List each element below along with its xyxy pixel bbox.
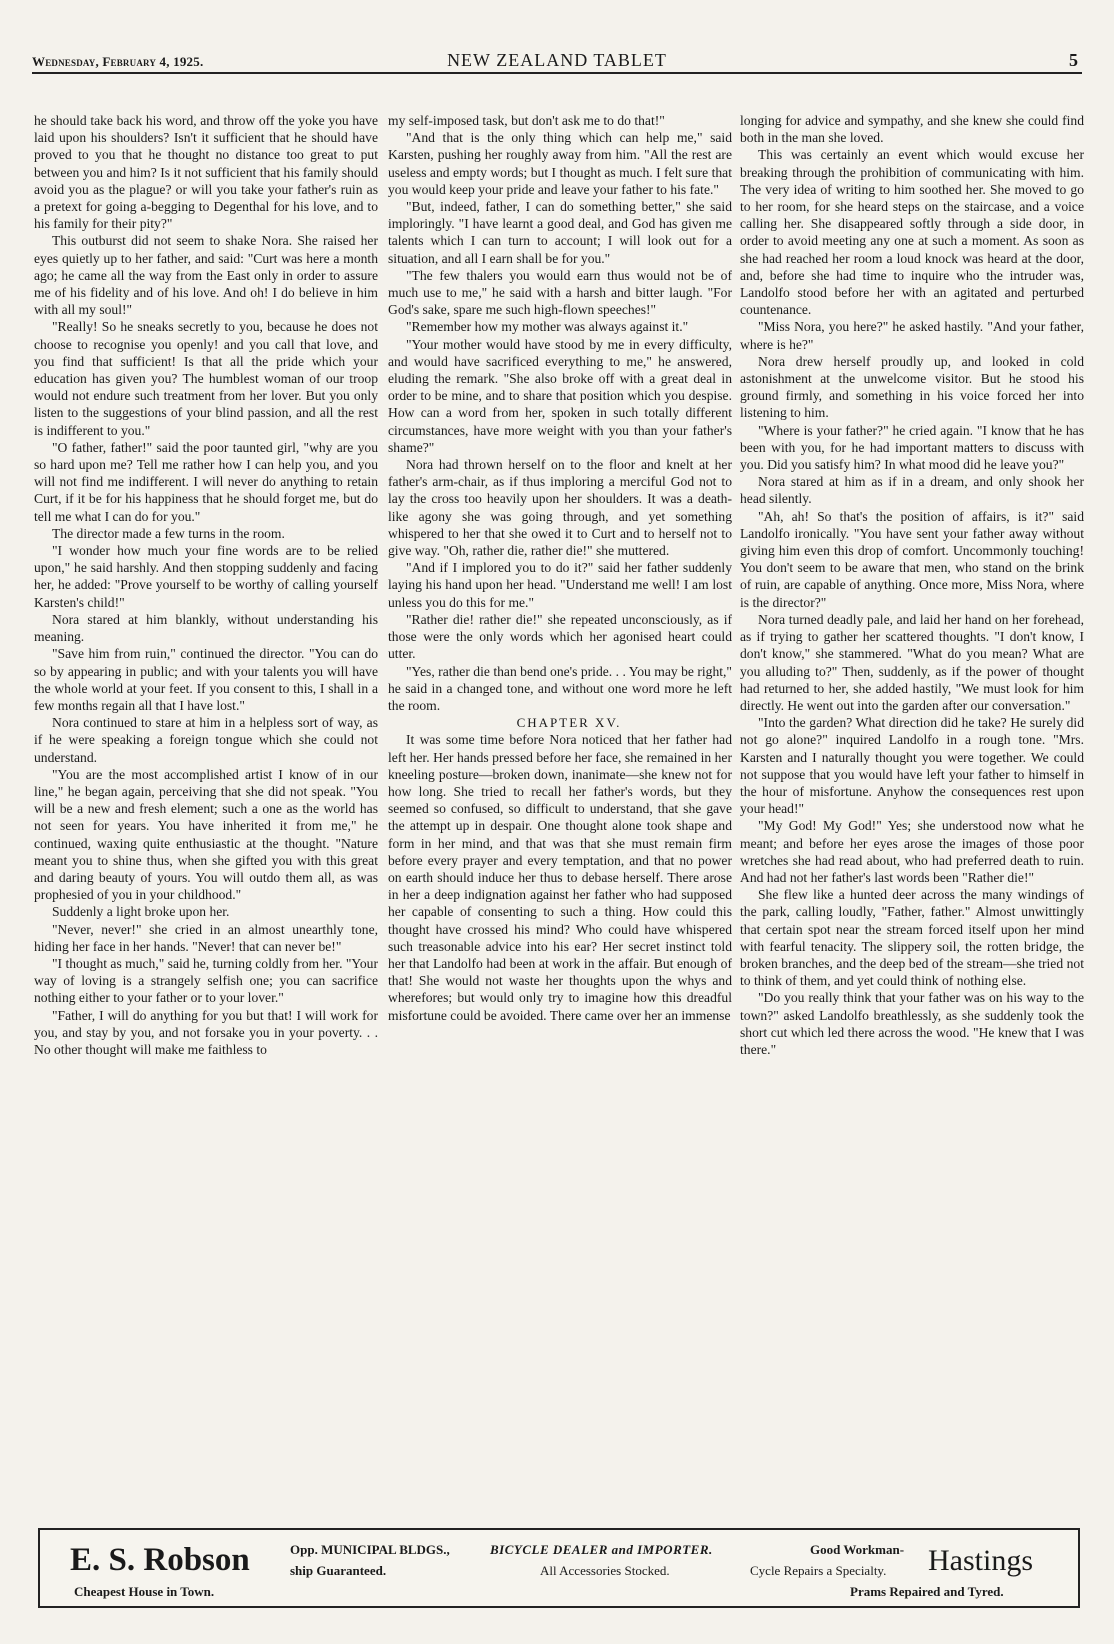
paragraph: "Yes, rather die than bend one's pride. . . You may be right," he said in a changed tone, and without one word more he left the room. [388, 663, 732, 713]
paragraph: "And if I implored you to do it?" said her father suddenly laying his hand upon her head. "Understand me well! I am lost unless you do this for me." [388, 560, 732, 610]
paragraph: The director made a few turns in the room. [52, 525, 285, 541]
paragraph: "Save him from ruin," continued the director. "You can do so by appearing in public; and with your talents you will have the whole world at your feet. If you consent to this, I shall in a few months regain all that I have lost." [34, 646, 378, 713]
page-header [32, 48, 1082, 74]
paragraph: "My God! My God!" Yes; she understood now what he meant; and before her eyes arose the images of those poor wretches she had read about, who had preferred death to ruin. And had not her father's last words been "Rather die!" [740, 818, 1084, 885]
paragraph: "Do you really think that your father was on his way to the town?" asked Landolfo breathlessly, as she suddenly took the short cut which led there across the wood. "He knew that I was there." [740, 990, 1084, 1057]
paragraph: Nora continued to stare at him in a helpless sort of way, as if he were speaking a foreign tongue which she could not understand. [34, 715, 378, 765]
paragraph: "Really! So he sneaks secretly to you, because he does not choose to recognise you openly! and you call that love, and you find that sufficient! Is that all the pride which your education has given you? The humblest woman of our troop would not endure such treatment from her lover. But you only listen to the suggestions of your blind passion, and all the rest is indifferent to you." [34, 319, 378, 438]
advertiser-slogan: Cheapest House in Town. [74, 1584, 215, 1599]
paragraph: "And that is the only thing which can help me," said Karsten, pushing her roughly away from him. "All the rest are useless and empty words; but I thought as much. I felt sure that you would keep your pride and leave your father to his fate." [388, 130, 732, 197]
page-number: 5 [1069, 50, 1078, 70]
advertiser-workmanship: Good Workman- [810, 1542, 905, 1557]
advertiser-accessories: All Accessories Stocked. [540, 1563, 670, 1578]
paragraph: This outburst did not seem to shake Nora. She raised her eyes quietly up to her father, and said: "Curt was here a month ago; he came all the way from the East only in order to assure me of his fidelity and of his love. And oh! I do believe in him with all my soul!" [34, 233, 378, 318]
paragraph: "The few thalers you would earn thus would not be of much use to me," he said with a harsh and bitter laugh. "For God's sake, spare me such high-flown speeches!" [388, 267, 732, 318]
advertisement-box [38, 1528, 1080, 1608]
article-column-2 [388, 112, 732, 1504]
article-column-1 [34, 112, 378, 1504]
paragraph: It was some time before Nora noticed that her father had left her. Her hands pressed before her face, she remained in her kneeling posture—broken down, inanimate—she knew not for how long. She tried to recall her father's words, but they seemed so confused, so difficult to understand, that she gave the attempt up in despair. One thought alone took shape and form in her mind, and that was that she must remain firm before every prayer and every temptation, and that no power on earth should induce her thus to debase herself. There arose in her a deep indignation against her father who had supposed her capable of consenting to such a thing. How could this thought have crossed his mind? Who could have whispered such treasonable advice into his ear? Her secret instinct told her that Landolfo had been at work in the affair. But enough of that! She would not waste her thoughts upon the whys and wherefores; but would only try to imagine how this dreadful misfortune could be avoided. There came over her an immense [388, 732, 732, 1023]
paragraph: Nora stared at him as if in a dream, and only shook her head silently. [740, 474, 1084, 507]
paragraph: he should take back his word, and throw off the yoke you have laid upon his shoulders? Isn't it sufficient that he should have proved to you that he thought no distance too great to put between you and him? Is it not sufficient that his family should avoid you as the plague? or will you take your father's ruin as a pretext for going a-begging to Degenthal for his love, and to his family for their pity?" [34, 113, 378, 232]
advertiser-name: E. S. Robson [70, 1542, 250, 1578]
advertiser-trade: BICYCLE DEALER and IMPORTER. [490, 1542, 713, 1557]
paragraph: "You are the most accomplished artist I know of in our line," he began again, perceiving that she did not speak. "You will be a new and fresh element; such a one as the world has not seen for years. You have inherited it from me," he continued, waxing quite enthusiastic at the thought. "Nature meant you to shine thus, when she gifted you with this great and daring beauty of yours. You will outdo them all, as was prophesied of you in your childhood." [34, 766, 378, 903]
paragraph: "Father, I will do anything for you but that! I will work for you, and stay by you, and not forsake you in your poverty. . . No other thought will make me faithless to [34, 1007, 378, 1057]
paragraph: "Where is your father?" he cried again. "I know that he has been with you, for he had important matters to discuss with you. Did you satisfy him? In what mood did he leave you?" [740, 422, 1084, 473]
paragraph: longing for advice and sympathy, and she knew she could find both in the man she loved. [740, 113, 1084, 146]
paragraph: "Ah, ah! So that's the position of affairs, is it?" said Landolfo ironically. "You have sent your father away without giving him even this drop of comfort. Uncommonly touching! You don't seem to be aware that men, who stand on the brink of ruin, are capable of anything. Once more, Miss Nora, where is the director?" [740, 508, 1084, 610]
paragraph: "Your mother would have stood by me in every difficulty, and would have sacrificed everything to me," he answered, eluding the remark. "She also broke off with a great deal in order to be mine, and to share that position which you despise. How can a word from her, spoken in such totally different circumstances, have more weight with you than your father's shame?" [388, 336, 732, 455]
paragraph: "Never, never!" she cried in an almost unearthly tone, hiding her face in her hands. "Never! that can never be!" [34, 921, 378, 954]
paragraph: "Rather die! rather die!" she repeated unconsciously, as if those were the only words which her agonised heart could utter. [388, 611, 732, 662]
paragraph: Nora turned deadly pale, and laid her hand on her forehead, as if trying to gather her scattered thoughts. "I don't know, I don't know," she stammered. "What do you mean? What are you alluding to?" Then, suddenly, as if the power of thought had returned to her, she added hastily, "We must look for him directly. He went out into the garden after our conversation." [740, 611, 1084, 713]
paragraph: Nora stared at him blankly, without understanding his meaning. [34, 611, 378, 645]
advertiser-address: Opp. MUNICIPAL BLDGS., [290, 1542, 450, 1557]
paragraph: "Into the garden? What direction did he take? He surely did not go alone?" inquired Landolfo in a rough tone. "Mrs. Karsten and I naturally thought you were together. We could not suppose that you would have left your father to himself in the hour of misfortune. Anyhow the consequences rest upon your head!" [740, 715, 1084, 817]
paragraph: my self-imposed task, but don't ask me to do that!" [388, 113, 665, 128]
paragraph: Suddenly a light broke upon her. [52, 904, 230, 920]
paragraph: Nora drew herself proudly up, and looked in cold astonishment at the unwelcome visitor. But he stood his ground firmly, and something in his voice forced her into listening to him. [740, 353, 1084, 421]
article-column-3 [740, 112, 1084, 1504]
paragraph: Nora had thrown herself on to the floor and knelt at her father's arm-chair, as if thus imploring a merciful God not to lay the cross too heavily upon her shoulders. It was a death-like agony she was going through, and yet something whispered to her that she owed it to Curt and to herself not to give way. "Oh, rather die, rather die!" she muttered. [388, 457, 732, 559]
paragraph: "Miss Nora, you here?" he asked hastily. "And your father, where is he?" [740, 319, 1084, 352]
paragraph: "O father, father!" said the poor taunted girl, "why are you so hard upon me? Tell me rather how I can help you, and you will not find me indifferent. I will never do anything to retain Curt, if it be for his happiness that he should forget me, but do tell me what I can do for you." [34, 439, 378, 524]
paragraph: "But, indeed, father, I can do something better," she said imploringly. "I have learnt a good deal, and God has given me talents which I can turn to account; I will look out for a situation, and all I earn shall be for you." [388, 199, 732, 266]
paragraph: "I thought as much," said he, turning coldly from her. "Your way of loving is a strangely selfish one; you can sacrifice nothing either to your father or to your lover." [34, 955, 378, 1006]
paragraph: "I wonder how much your fine words are to be relied upon," he said harshly. And then stopping suddenly and facing her, he added: "Prove yourself to be worthy of calling yourself Karsten's child!" [34, 543, 378, 610]
paragraph: This was certainly an event which would excuse her breaking through the prohibition of communicating with him. The very idea of writing to him soothed her. She moved to go to her room, for she heard steps on the staircase, and a voice calling her. She disappeared softly through a side door, in order to avoid meeting any one at such a moment. As soon as she had reached her room a loud knock was heard at the door, and, before she had time to inquire who the intruder was, Landolfo stood before her with an agitated and perturbed countenance. [740, 147, 1084, 318]
paragraph: She flew like a hunted deer across the many windings of the park, calling loudly, "Father, father." Almost unwittingly that certain spot near the stream forced itself upon her mind with fearful tenacity. The slippery soil, the rotten bridge, the broken branches, and the deep bed of the stream—she tried not to think of them, and yet could think of nothing else. [740, 887, 1084, 989]
advertiser-repairs: Cycle Repairs a Specialty. [750, 1563, 887, 1578]
advertiser-prams: Prams Repaired and Tyred. [850, 1584, 1004, 1599]
advertiser-guarantee: ship Guaranteed. [290, 1563, 387, 1578]
issue-date: Wednesday, February 4, 1925. [32, 54, 204, 69]
chapter-heading: CHAPTER XV. [516, 715, 622, 731]
paragraph: "Remember how my mother was always against it." [406, 319, 689, 335]
advertiser-town: Hastings [928, 1544, 1033, 1577]
publication-title: NEW ZEALAND TABLET [447, 50, 667, 70]
